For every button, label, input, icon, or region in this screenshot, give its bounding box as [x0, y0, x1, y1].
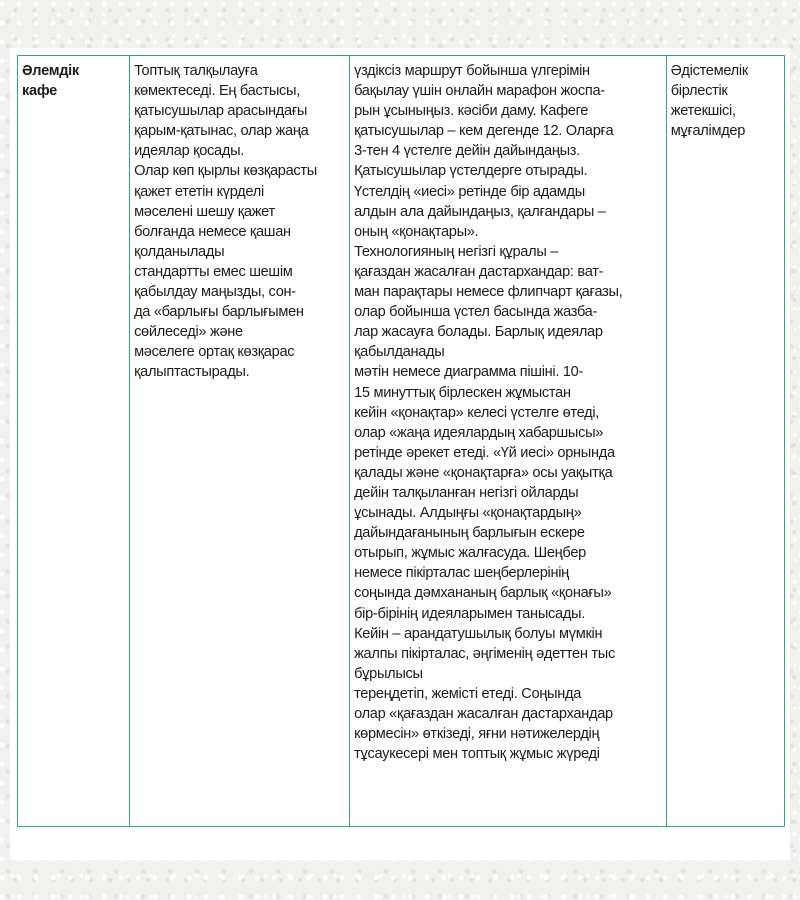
- description-line: қолданылады: [134, 243, 225, 260]
- procedure-line: лар жасауға болады. Барлық идеялар: [354, 324, 603, 341]
- procedure-cell: [350, 56, 667, 827]
- description-line: мәселені шешу қажет: [134, 203, 275, 220]
- description-cell: [130, 56, 350, 827]
- procedure-line: отырып, жұмыс жалғасуда. Шеңбер: [354, 545, 586, 562]
- procedure-line: немесе пікірталас шеңберлерінің: [354, 565, 569, 582]
- description-line: болғанда немесе қашан: [134, 223, 291, 240]
- procedure-line: кейін «қонақтар» келесі үстелге өтеді,: [354, 404, 600, 421]
- responsible-line: жетекшісі,: [670, 103, 736, 120]
- procedure-line: Кейін – арандатушылық болуы мүмкін: [354, 625, 603, 642]
- method-name-cell: [18, 56, 130, 827]
- procedure-line: қабылданады: [354, 344, 445, 361]
- description-line: стандартты емес шешім: [134, 263, 293, 280]
- procedure-line: қағаздан жасалған дастархандар: ват-: [354, 263, 604, 280]
- description-line: қатысушылар арасындағы: [134, 103, 308, 120]
- procedure-line: олар бойынша үстел басында жазба-: [354, 304, 598, 321]
- description-line: көмектеседі. Ең бастысы,: [134, 83, 300, 100]
- procedure-line: мәтін немесе диаграмма пішіні. 10-: [354, 364, 584, 381]
- method-name-line: Әлемдік: [22, 63, 79, 79]
- procedure-line: тұсаукесері мен топтық жұмыс жүреді: [354, 746, 600, 763]
- procedure-line: Қатысушылар үстелдерге отырады.: [354, 163, 588, 180]
- description-line: Олар көп қырлы көзқарасты: [134, 163, 317, 180]
- procedure-line: көрмесін» өткізеді, яғни нәтижелердің: [354, 726, 600, 743]
- procedure-line: бақылау үшін онлайн марафон жоспа-: [354, 83, 605, 100]
- description-line: сөйлеседі» және: [134, 324, 243, 341]
- procedure-line: ман парақтары немесе флипчарт қағазы,: [354, 284, 623, 301]
- table-row: [18, 56, 785, 827]
- responsible-line: бірлестік: [670, 83, 728, 100]
- procedure-line: бір-бірінің идеяларымен танысады.: [354, 605, 585, 622]
- procedure-line: тереңдетіп, жемісті етеді. Соңында: [354, 685, 582, 702]
- procedure-line: Үстелдің «иесі» ретінде бір адамды: [354, 183, 585, 200]
- description-line: мәселеге ортақ көзқарас: [134, 344, 295, 361]
- procedure-line: үздіксіз маршрут бойынша үлгерімін: [354, 63, 590, 79]
- procedure-line: ретінде әрекет етеді. «Үй иесі» орнында: [354, 444, 615, 461]
- procedure-line: қалады және «қонақтарға» осы уақытқа: [354, 464, 613, 481]
- procedure-line: Технологияның негізгі құралы –: [354, 243, 559, 260]
- description-line: қарым-қатынас, олар жаңа: [134, 123, 309, 140]
- procedure-line: олар «қағаздан жасалған дастархандар: [354, 706, 613, 722]
- procedure-line: соңында дәмхананың барлық «қонағы»: [354, 585, 612, 602]
- description-line: қалыптастырады.: [134, 364, 250, 381]
- procedure-line: дайындағанының барлығын ескере: [354, 525, 585, 542]
- procedure-line: жалпы пікірталас, әңгіменің әдеттен тыс: [354, 645, 615, 662]
- procedure-line: дейін талқыланған негізгі ойларды: [354, 484, 579, 501]
- procedure-line: алдын ала дайындаңыз, қалғандары –: [354, 203, 606, 220]
- description-line: Топтық талқылауға: [134, 63, 258, 79]
- description-line: қажет ететін күрделі: [134, 183, 264, 200]
- description-line: қабылдау маңызды, сон-: [134, 284, 296, 301]
- method-table: [17, 55, 785, 827]
- responsible-line: Әдістемелік: [670, 63, 748, 79]
- description-line: да «барлығы барлығымен: [134, 304, 304, 321]
- procedure-line: олар «жаңа идеялардың хабаршысы»: [354, 424, 604, 441]
- procedure-line: бұрылысы: [354, 665, 423, 682]
- procedure-line: ұсынады. Алдыңғы «қонақтардың»: [354, 505, 582, 522]
- responsible-line: мұғалімдер: [670, 123, 746, 140]
- method-name-line: кафе: [22, 83, 57, 100]
- procedure-line: 3-тен 4 үстелге дейін дайындаңыз.: [354, 143, 580, 160]
- responsible-cell: [666, 56, 784, 827]
- procedure-line: оның «қонақтары».: [354, 223, 479, 240]
- procedure-line: қатысушылар – кем дегенде 12. Оларға: [354, 123, 614, 140]
- procedure-line: рын ұсыныңыз. кәсіби даму. Кафеге: [354, 103, 589, 120]
- procedure-line: 15 минуттық бірлескен жұмыстан: [354, 384, 571, 401]
- description-line: идеялар қосады.: [134, 143, 245, 160]
